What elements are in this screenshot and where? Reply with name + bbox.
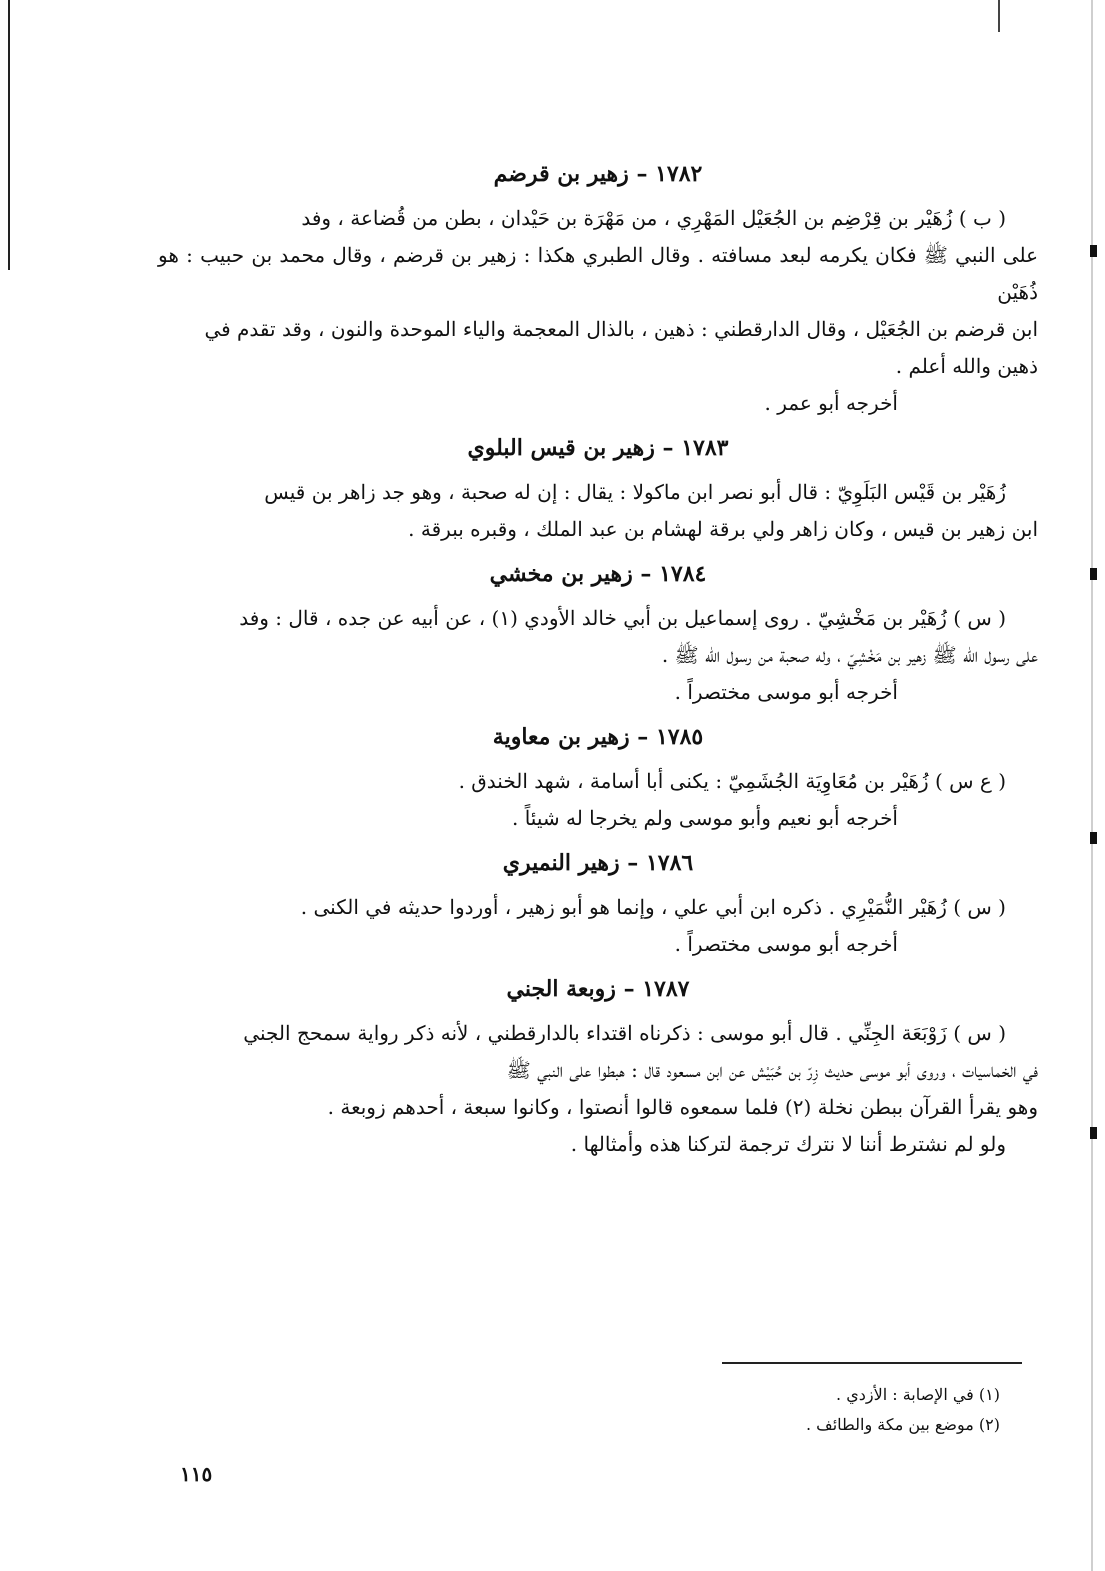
entry-line: ذهين والله أعلم . xyxy=(895,354,1038,378)
scan-left-edge xyxy=(8,0,10,270)
entry-1787 xyxy=(158,969,1038,1163)
scan-margin-dot xyxy=(1090,832,1097,844)
entry-line: وهو يقرأ القرآن ببطن نخلة (٢) فلما سمعوه قالوا أنصتوا ، وكانوا سبعة ، أحدهم زوبعة . xyxy=(327,1095,1038,1119)
scan-margin-dot xyxy=(1090,1127,1097,1139)
entry-line: ( س ) زَوْبَعَة الجِنِّي . قال أبو موسى : ذكرناه اقتداء بالدارقطني ، لأنه ذكر رواية سمحج الجني xyxy=(243,1021,1006,1045)
footnote-2: (٢) موضع بين مكة والطائف . xyxy=(805,1415,1000,1434)
entry-line: ابن قرضم بن الجُعَيْل ، وقال الدارقطني : ذهين ، بالذال المعجمة والياء الموحدة والنون ، وقد تقدم في xyxy=(204,317,1038,341)
entry-heading: ١٧٨٤ – زهير بن مخشي xyxy=(489,561,707,587)
entry-1784 xyxy=(158,554,1038,711)
entry-line: ( ب ) زُهَيْر بن قِرْضِم بن الجُعَيْل المَهْرِي ، من مَهْرَة بن حَيْدان ، بطن من قُضاعة ، وفد xyxy=(301,206,1006,230)
entry-line: زُهَيْر بن قَيْس البَلَوِيّ : قال أبو نصر ابن ماكولا : يقال : إن له صحبة ، وهو جد زاهر بن قيس xyxy=(264,480,1006,504)
entry-line: ابن زهير بن قيس ، وكان زاهر ولي برقة لهشام بن عبد الملك ، وقبره ببرقة . xyxy=(408,517,1038,541)
main-text xyxy=(158,150,1038,1169)
page-number: ١١٥ xyxy=(180,1462,213,1486)
entry-1783 xyxy=(158,428,1038,548)
entry-line: ولو لم نشترط أننا لا نترك ترجمة لتركنا هذه وأمثالها . xyxy=(570,1132,1006,1156)
scan-margin-dot xyxy=(1090,568,1097,580)
entry-credit: أخرجه أبو نعيم وأبو موسى ولم يخرجا له شيئاً . xyxy=(512,806,898,830)
footnote-1: (١) في الإصابة : الأزدي . xyxy=(836,1385,1000,1404)
scan-right-edge xyxy=(1091,0,1093,1571)
entry-credit: أخرجه أبو موسى مختصراً . xyxy=(674,932,898,956)
entry-credit: أخرجه أبو عمر . xyxy=(764,391,898,415)
entry-heading: ١٧٨٧ – زوبعة الجني xyxy=(506,976,690,1002)
entry-line: في الخماسيات ، وروى أبو موسى حديث زِرّ بن حُبَيْش عن ابن مسعود قال : هبطوا على النبي ﷺ xyxy=(506,1058,1038,1082)
entry-heading: ١٧٨٣ – زهير بن قيس البلوي xyxy=(467,435,729,461)
scan-top-mark xyxy=(998,0,1000,32)
entry-heading: ١٧٨٦ – زهير النميري xyxy=(502,850,694,876)
entry-line: على رسول الله ﷺ زهير بن مَخْشِيّ ، وله صحبة من رسول الله ﷺ . xyxy=(661,643,1038,667)
footnote-rule xyxy=(722,1362,1022,1364)
entry-line: ( س ) زُهَيْر بن مَخْشِيّ . روى إسماعيل بن أبي خالد الأودي (١) ، عن أبيه عن جده ، قال : وفد xyxy=(239,606,1006,630)
entry-1785 xyxy=(158,717,1038,837)
entry-line: ( ع س ) زُهَيْر بن مُعَاوِيَة الجُشَمِيّ : يكنى أبا أسامة ، شهد الخندق . xyxy=(458,769,1006,793)
entry-line: ( س ) زُهَيْر النُّمَيْرِي . ذكره ابن أبي علي ، وإنما هو أبو زهير ، أوردوا حديثه في الكنى . xyxy=(300,895,1006,919)
entry-1782 xyxy=(158,154,1038,422)
entry-1786 xyxy=(158,843,1038,963)
scan-margin-dot xyxy=(1090,245,1097,257)
entry-line: على النبي ﷺ فكان يكرمه لبعد مسافته . وقال الطبري هكذا : زهير بن قرضم ، وقال محمد بن حبيب : هو ذُهَيْن xyxy=(158,243,1038,304)
footnotes xyxy=(600,1380,1000,1440)
entry-heading: ١٧٨٢ – زهير بن قرضم xyxy=(493,161,703,187)
entry-credit: أخرجه أبو موسى مختصراً . xyxy=(674,680,898,704)
entry-heading: ١٧٨٥ – زهير بن معاوية xyxy=(492,724,704,750)
